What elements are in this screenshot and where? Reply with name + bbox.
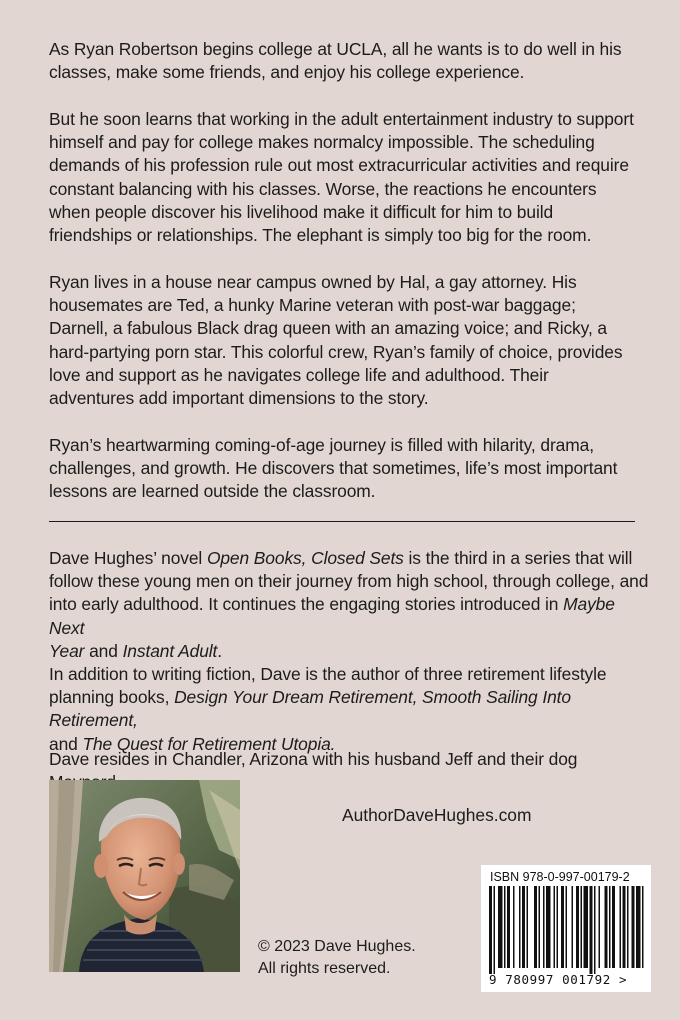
barcode-bar bbox=[513, 886, 515, 968]
author-books-paragraph bbox=[49, 663, 649, 756]
book-title-maybe-next-year: Maybe Next Year bbox=[49, 594, 615, 661]
series-paragraph bbox=[49, 547, 649, 663]
barcode-bar bbox=[609, 886, 611, 968]
blurb-paragraph-4-text: Ryan’s heartwarming coming-of-age journey is filled with hilarity, drama, challenges, and growth. He discovers that sometimes, life’s most important lessons are learned outside the classroom. bbox=[49, 435, 618, 502]
book-title-open-books: Open Books, Closed Sets bbox=[206, 548, 404, 568]
author-website: AuthorDaveHughes.com bbox=[342, 805, 532, 825]
barcode-bar bbox=[557, 886, 559, 968]
blurb-paragraph-1 bbox=[49, 38, 649, 84]
barcode-bar bbox=[489, 886, 492, 974]
book-title-instant-adult: Instant Adult bbox=[122, 640, 218, 661]
barcode-bar bbox=[561, 886, 564, 968]
author-books-text-a: In addition to writing fiction, Dave is the author of three retirement lifestyle planning books, bbox=[49, 664, 607, 708]
barcode-bar bbox=[620, 886, 622, 968]
barcode-bar bbox=[522, 886, 525, 968]
blurb-paragraph-2 bbox=[49, 108, 649, 247]
barcode-bars bbox=[489, 886, 644, 974]
copyright-notice bbox=[258, 936, 416, 980]
retirement-book-titles: Design Your Dream Retirement, Smooth Sailing Into Retirement, bbox=[49, 687, 571, 731]
blurb-paragraph-4 bbox=[49, 434, 649, 504]
blurb-paragraph-3 bbox=[49, 271, 649, 410]
series-text-d: . bbox=[217, 640, 223, 661]
author-books-text-b: and bbox=[49, 733, 78, 754]
barcode-bar bbox=[572, 886, 574, 968]
blurb-paragraph-1-text: As Ryan Robertson begins college at UCLA, all he wants is to do well in his classes, make some friends, and enjoy his college experience. bbox=[49, 39, 622, 83]
barcode-bar bbox=[507, 886, 510, 968]
series-text-c: and bbox=[84, 640, 123, 661]
blurb-paragraph-3-text: Ryan lives in a house near campus owned by Hal, a gay attorney. His housemates are Ted, a hunky Marine veteran with post-war baggage; Darnell, a fabulous Black drag queen with an amazing voice; and Ricky, a hard-partying porn star. This colorful crew, Ryan’s family of choice, provides love and support as he navigates college life and adulthood. Their adventures add important dimensions to the story. bbox=[49, 272, 623, 409]
series-text-a: Dave Hughes’ novel bbox=[49, 548, 207, 568]
author-photo bbox=[49, 780, 240, 972]
barcode-bar bbox=[543, 886, 545, 968]
author-residence-text: Dave resides in Chandler, Arizona with his husband Jeff and their dog bbox=[49, 749, 578, 769]
barcode-digits: 9 780997 001792 > bbox=[489, 972, 628, 987]
barcode-bar bbox=[612, 886, 615, 968]
barcode-bar bbox=[554, 886, 556, 968]
barcode-bar bbox=[527, 886, 529, 968]
retirement-book-utopia: The Quest for Retirement Utopia. bbox=[82, 733, 336, 754]
barcode-bar bbox=[534, 886, 537, 968]
barcode-bar bbox=[546, 886, 551, 968]
series-text-b: is the third in a series that will follow these young men on their journey from high school, through college, and into early adulthood. It continues the engaging stories introduced in bbox=[49, 548, 649, 615]
barcode-bar bbox=[584, 886, 589, 968]
copyright-line-1: © 2023 Dave Hughes. bbox=[258, 938, 416, 955]
barcode-bar bbox=[519, 886, 521, 968]
blurb-paragraph-2-text: But he soon learns that working in the adult entertainment industry to support himself and pay for college makes normalcy impossible. The scheduling demands of his profession rule out most extracurricular activities and require constant balancing with his classes. Worse, the reactions he encounters when people discover his livelihood make it difficult for him to build friendships or relationships. The elephant is simply too big for the room. bbox=[49, 109, 634, 246]
barcode-bar bbox=[566, 886, 568, 968]
barcode-bar bbox=[494, 886, 496, 974]
barcode-bar bbox=[599, 886, 601, 968]
isbn-barcode bbox=[481, 865, 651, 992]
barcode-bar bbox=[623, 886, 626, 968]
barcode-bar bbox=[498, 886, 503, 968]
barcode-bar bbox=[636, 886, 641, 968]
barcode-bar bbox=[594, 886, 596, 974]
barcode-bar bbox=[539, 886, 541, 968]
barcode-bar bbox=[627, 886, 629, 968]
barcode-bar bbox=[590, 886, 593, 974]
barcode-bar bbox=[576, 886, 579, 968]
barcode-bar bbox=[581, 886, 583, 968]
barcode-bar bbox=[605, 886, 608, 968]
barcode-bar bbox=[642, 886, 644, 968]
section-divider bbox=[49, 521, 635, 522]
copyright-line-2: All rights reserved. bbox=[258, 960, 391, 977]
barcode-bar bbox=[504, 886, 506, 968]
barcode-bar bbox=[632, 886, 635, 968]
isbn-label: ISBN 978-0-997-00179-2 bbox=[490, 870, 630, 884]
